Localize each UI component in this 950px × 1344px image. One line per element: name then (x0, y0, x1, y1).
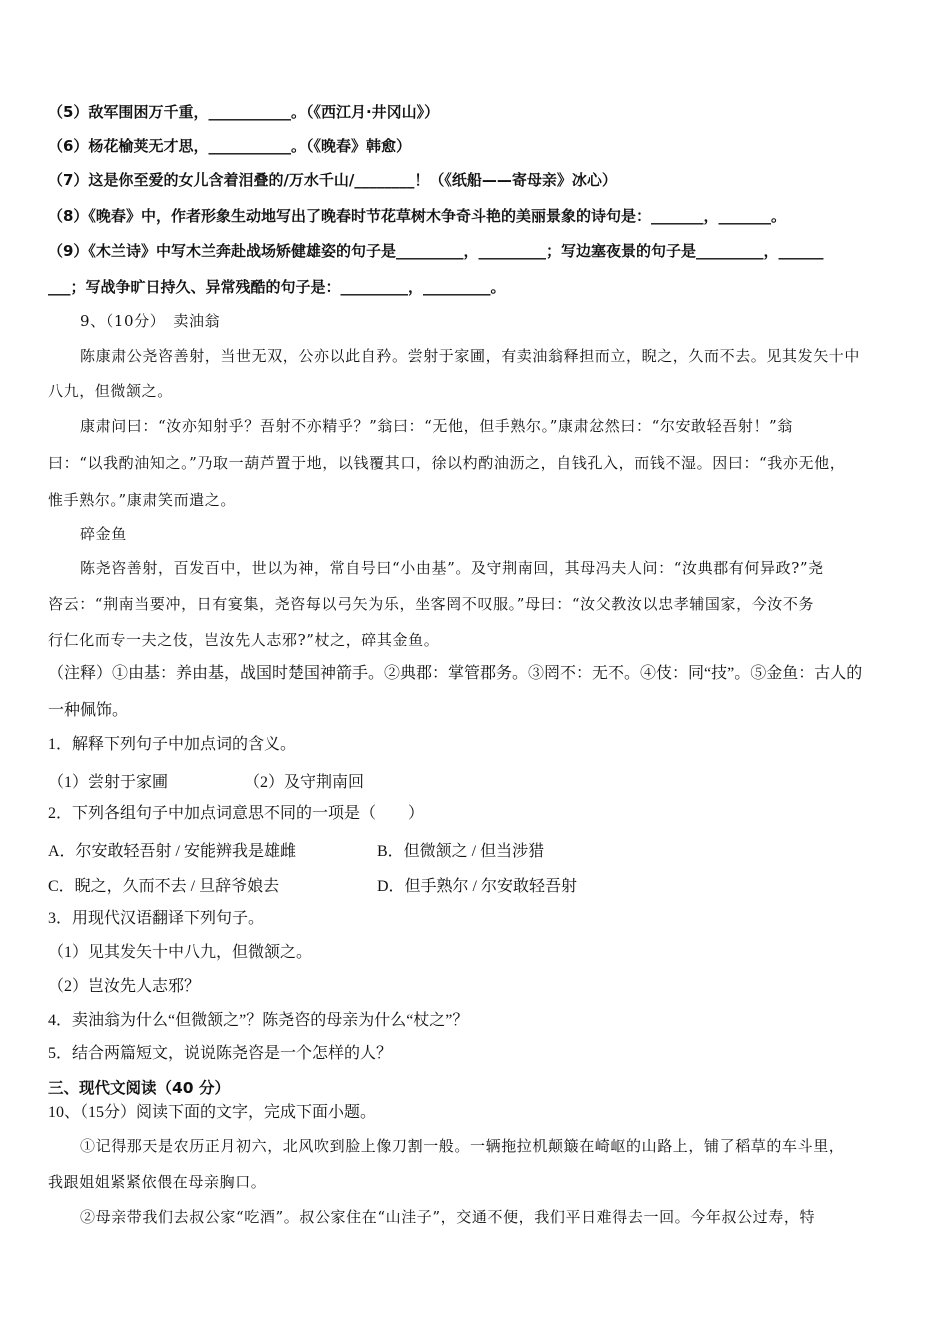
passage2-line1: 陈尧咨善射，百发百中，世以为神，常自号曰“小由基”。及守荆南回，其母冯夫人问：“汝典郡有何异政?”尧 (80, 559, 824, 577)
question-9-header: 9、（10分） 卖油翁 (80, 312, 221, 330)
fill-blank-5: （5）敌军围困万千重，___________。（《西江月·井冈山》） (48, 103, 440, 121)
option-d: D．但手熟尔 / 尔安敢轻吾射 (377, 878, 578, 895)
reading-para1-line2: 我跟姐姐紧紧依偎在母亲胸口。 (48, 1173, 267, 1191)
sub-question-1-item2: （2）及守荆南回 (244, 774, 365, 791)
sub-question-3-item2: （2）岂汝先人志邪？ (48, 978, 201, 995)
passage1-line3: 康肃问曰：“汝亦知射乎？吾射不亦精乎？”翁曰：“无他，但手熟尔。”康肃忿然曰：“尔安敢轻吾射！”翁 (80, 417, 793, 435)
fill-blank-6: （6）杨花榆荚无才思，___________。（《晚春》韩愈） (48, 137, 411, 155)
passage1-line4: 曰：“以我酌油知之。”乃取一葫芦置于地，以钱覆其口，徐以杓酌油沥之，自钱孔入，而钱不湿。因曰：“我亦无他， (48, 454, 846, 472)
passage2-title: 碎金鱼 (80, 525, 127, 543)
sub-question-1: 1．解释下列句子中加点词的含义。 (48, 736, 297, 753)
fill-blank-9-line2: ___；写战争旷日持久、异常残酷的句子是：_________，_________。 (48, 278, 506, 296)
passage1-line2: 八九，但微颔之。 (48, 382, 173, 400)
reading-para2-line1: ②母亲带我们去叔公家“吃酒”。叔公家住在“山洼子”，交通不便，我们平日难得去一回。今年叔公过寿，特 (80, 1208, 816, 1226)
option-a: A．尔安敢轻吾射 / 安能辨我是雄雌 (48, 843, 297, 860)
sub-question-3: 3．用现代汉语翻译下列句子。 (48, 910, 265, 927)
passage1-line1: 陈康肃公尧咨善射，当世无双，公亦以此自矜。尝射于家圃，有卖油翁释担而立，睨之，久而不去。见其发矢十中 (80, 347, 861, 365)
question-10-header: 10、（15分）阅读下面的文字，完成下面小题。 (48, 1104, 377, 1121)
passage2-line3: 行仁化而专一夫之伎，岂汝先人志邪?”杖之，碎其金鱼。 (48, 631, 440, 649)
sub-question-4: 4．卖油翁为什么“但微颔之”？陈尧咨的母亲为什么“杖之”？ (48, 1012, 469, 1029)
fill-blank-8: （8）《晚春》中，作者形象生动地写出了晚春时节花草树木争奇斗艳的美丽景象的诗句是：_______，_______。 (48, 207, 786, 225)
section-3-heading: 三、现代文阅读（40 分） (48, 1079, 230, 1097)
sub-question-5: 5．结合两篇短文，说说陈尧咨是一个怎样的人？ (48, 1045, 393, 1062)
passage2-line2: 咨云：“荆南当要冲，日有宴集，尧咨每以弓矢为乐，坐客罔不叹服。”母曰：“汝父教汝以忠孝辅国家，今汝不务 (48, 595, 815, 613)
annotation-line2: 一种佩饰。 (48, 702, 129, 719)
reading-para1-line1: ①记得那天是农历正月初六，北风吹到脸上像刀割一般。一辆拖拉机颠簸在崎岖的山路上，铺了稻草的车斗里， (80, 1137, 845, 1155)
fill-blank-9-line1: （9）《木兰诗》中写木兰奔赴战场矫健雄姿的句子是_________，_________；写边塞夜景的句子是_________，______ (48, 242, 824, 260)
sub-question-2: 2．下列各组句子中加点词意思不同的一项是（ ） (48, 805, 425, 822)
annotation-line1: （注释）①由基：养由基，战国时楚国神箭手。②典郡：掌管郡务。③罔不：无不。④伎：同“技”。⑤金鱼：古人的 (48, 665, 863, 682)
sub-question-3-item1: （1）见其发矢十中八九，但微颔之。 (48, 944, 313, 961)
option-c: C．睨之，久而不去 / 旦辞爷娘去 (48, 878, 280, 895)
fill-blank-7: （7）这是你至爱的女儿含着泪叠的/万水千山/________！（《纸船——寄母亲》冰心） (48, 171, 617, 189)
passage1-line5: 惟手熟尔。”康肃笑而遣之。 (48, 491, 236, 509)
option-b: B．但微颔之 / 但当涉猎 (377, 843, 545, 860)
sub-question-1-item1: （1）尝射于家圃 (48, 774, 169, 791)
